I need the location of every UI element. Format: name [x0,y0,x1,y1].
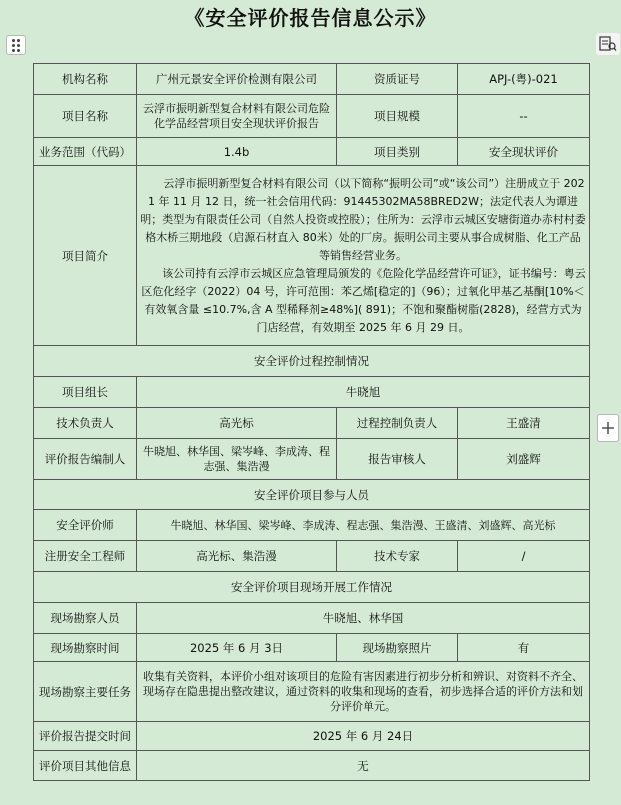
section-participants-title: 安全评价项目参与人员 [34,480,590,510]
label-report-authors: 评价报告编制人 [34,439,137,480]
table-row [34,166,590,346]
survey-tasks-value: 收集有关资料，本评价小组对该项目的危险有害因素进行初步分析和辨识、对资料不齐全、现场存在隐患提出整改建议，通过资料的收集和现场的查看，初步选择合适的评价方法和划分评价单元。 [137,662,590,722]
survey-staff-value: 牛晓旭、林华国 [137,603,590,634]
label-tech-lead: 技术负责人 [34,408,137,439]
section-header [34,572,590,603]
drag-handle-icon[interactable] [6,35,26,55]
business-scope-value: 1.4b [137,138,337,166]
label-evaluators: 安全评价师 [34,510,137,541]
team-leader-value: 牛晓旭 [137,377,590,408]
label-other-info: 评价项目其他信息 [34,751,137,781]
tech-lead-value: 高光标 [137,408,337,439]
project-scale-value: -- [458,95,590,138]
intro-paragraph-2: 该公司持有云浮市云城区应急管理局颁发的《危险化学品经营许可证》，证书编号：粤云区危化经字（2022）04 号，许可范围：苯乙烯[稳定的]（96）；过氧化甲基乙基酮[10%＜有效氧含量 ≤10.7%,含 A 型稀释剂≥48%]( 891)；不饱和聚酯树脂(2828)，经营方式为门店经营，有效期至 2025 年 6 月 29 日。 [141,266,586,334]
section-header [34,480,590,510]
project-name-value: 云浮市振明新型复合材料有限公司危险化学品经营项目安全现状评价报告 [137,95,337,138]
tech-expert-value: / [458,541,590,572]
view-toggle-icon[interactable] [596,33,620,55]
label-submit-time: 评价报告提交时间 [34,722,137,751]
label-report-reviewer: 报告审核人 [337,439,458,480]
info-table [33,63,590,781]
label-project-name: 项目名称 [34,95,137,138]
label-survey-photos: 现场勘察照片 [337,634,458,662]
org-name-value: 广州元景安全评价检测有限公司 [137,64,337,95]
project-intro-value [137,166,590,346]
page-title: 《安全评价报告信息公示》 [184,6,437,30]
table-row [34,751,590,781]
report-reviewer-value: 刘盛辉 [458,439,590,480]
label-survey-time: 现场勘察时间 [34,634,137,662]
intro-paragraph-1: 云浮市振明新型复合材料有限公司（以下简称“振明公司”或“该公司”）注册成立于 2021 年 11 月 12 日，统一社会信用代码：91445302MA58BRED2W；法定代表人为谭进明；类型为有限责任公司（自然人投资或控股）；住所为：云浮市云城区安塘街道办赤村村委格木桥三期地段（启源石材直入 80米）处的厂房。振明公司主要从事合成树脂、化工产品等销售经营业务。 [140,176,586,262]
table-row [34,634,590,662]
other-info-value: 无 [137,751,590,781]
qual-cert-value: APJ-(粤)-021 [458,64,590,95]
survey-time-value: 2025 年 6 月 3日 [137,634,337,662]
label-project-type: 项目类别 [337,138,458,166]
section-header [34,346,590,377]
process-ctrl-value: 王盛清 [458,408,590,439]
table-row [34,662,590,722]
section-process-title: 安全评价过程控制情况 [34,346,590,377]
report-authors-value: 牛晓旭、林华国、梁岑峰、李成涛、程志强、集浩漫 [137,439,337,480]
table-row [34,377,590,408]
table-row [34,439,590,480]
table-row [34,541,590,572]
table-row [34,95,590,138]
table-row [34,64,590,95]
section-onsite-title: 安全评价项目现场开展工作情况 [34,572,590,603]
label-survey-staff: 现场勘察人员 [34,603,137,634]
label-survey-tasks: 现场勘察主要任务 [34,662,137,722]
label-project-intro: 项目简介 [34,166,137,346]
label-team-leader: 项目组长 [34,377,137,408]
table-row [34,510,590,541]
label-qual-cert: 资质证号 [337,64,458,95]
table-row [34,722,590,751]
table-row [34,138,590,166]
table-row [34,603,590,634]
label-org-name: 机构名称 [34,64,137,95]
survey-photos-value: 有 [458,634,590,662]
label-reg-engineers: 注册安全工程师 [34,541,137,572]
label-tech-expert: 技术专家 [337,541,458,572]
evaluators-value: 牛晓旭、林华国、梁岑峰、李成涛、程志强、集浩漫、王盛清、刘盛辉、高光标 [137,510,590,541]
submit-time-value: 2025 年 6 月 24日 [137,722,590,751]
table-row [34,408,590,439]
plus-icon[interactable] [597,414,619,442]
label-process-ctrl: 过程控制负责人 [337,408,458,439]
label-project-scale: 项目规模 [337,95,458,138]
reg-engineers-value: 高光标、集浩漫 [137,541,337,572]
project-type-value: 安全现状评价 [458,138,590,166]
label-business-scope: 业务范围（代码） [34,138,137,166]
